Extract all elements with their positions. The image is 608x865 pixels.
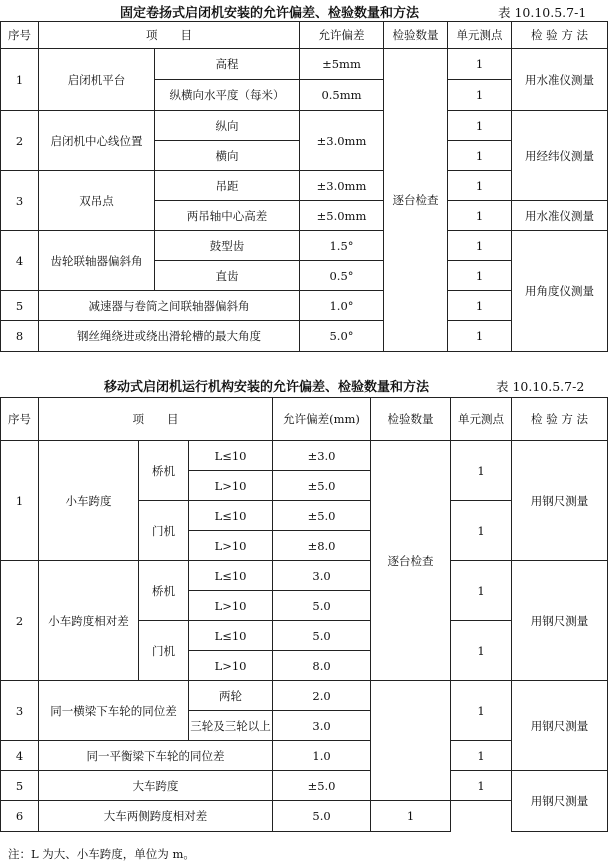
row-machine: 门机 [139, 501, 189, 561]
table1-title: 固定卷扬式启闭机安装的允许偏差、检验数量和方法 [120, 6, 420, 21]
header-tolerance: 允许偏差(mm) [273, 398, 371, 441]
row-item: 齿轮联轴器偏斜角 [39, 231, 155, 291]
row-condition: L≤10 [189, 621, 273, 651]
row-seq: 2 [1, 111, 39, 171]
table1 [0, 21, 608, 352]
row-method: 用经纬仪测量 [512, 111, 608, 201]
table2-title: 移动式启闭机运行机构安装的允许偏差、检验数量和方法 [104, 380, 430, 395]
row-condition: L>10 [189, 651, 273, 681]
row-machine: 桥机 [139, 561, 189, 621]
row-item: 减速器与卷筒之间联轴器偏斜角 [39, 291, 300, 321]
row-item: 大车跨度 [39, 771, 273, 801]
header-seq: 序号 [1, 398, 39, 441]
row-seq: 1 [1, 441, 39, 561]
row-tolerance: ±5.0 [273, 501, 371, 531]
table-row [1, 771, 608, 801]
row-points: 1 [371, 801, 451, 832]
row-method: 用钢尺测量 [512, 681, 608, 771]
header-quantity: 检验数量 [371, 398, 451, 441]
row-tolerance: 1.5° [300, 231, 384, 261]
row-method: 用水准仪测量 [512, 49, 608, 111]
row-condition: L>10 [189, 471, 273, 501]
row-points: 1 [448, 80, 512, 111]
table-row [1, 441, 608, 471]
table-header-row [1, 22, 608, 49]
row-seq: 5 [1, 291, 39, 321]
header-seq: 序号 [1, 22, 39, 49]
row-subitem: 纵向 [155, 111, 300, 141]
row-tolerance: 1.0 [273, 741, 371, 771]
row-tolerance: 0.5° [300, 261, 384, 291]
row-points: 1 [451, 561, 512, 621]
row-condition: L>10 [189, 591, 273, 621]
table-row [1, 681, 608, 711]
row-item: 钢丝绳绕进或绕出滑轮槽的最大角度 [39, 321, 300, 352]
row-tolerance: ±5mm [300, 49, 384, 80]
row-seq: 1 [1, 49, 39, 111]
row-item: 小车跨度 [39, 441, 139, 561]
row-points: 1 [448, 201, 512, 231]
row-tolerance: ±3.0 [273, 441, 371, 471]
header-quantity: 检验数量 [384, 22, 448, 49]
row-subitem: 鼓型齿 [155, 231, 300, 261]
header-item: 项 目 [39, 22, 300, 49]
row-item: 同一横梁下车轮的同位差 [39, 681, 189, 741]
row-subitem: 纵横向水平度（每米） [155, 80, 300, 111]
inspection-quantity: 逐台检查 [371, 441, 451, 681]
table-row [1, 561, 608, 591]
row-method: 用水准仪测量 [512, 201, 608, 231]
row-points: 1 [451, 681, 512, 741]
row-points: 1 [448, 231, 512, 261]
row-machine: 桥机 [139, 441, 189, 501]
row-tolerance: 3.0 [273, 561, 371, 591]
row-subitem: 横向 [155, 141, 300, 171]
row-tolerance: ±5.0 [273, 771, 371, 801]
row-condition: L≤10 [189, 561, 273, 591]
table2 [0, 397, 608, 832]
row-tolerance: 5.0 [273, 591, 371, 621]
row-points: 1 [451, 741, 512, 771]
inspection-quantity: 逐台检查 [384, 49, 448, 352]
row-tolerance: 8.0 [273, 651, 371, 681]
table2-caption [0, 374, 608, 394]
row-points: 1 [448, 111, 512, 141]
row-seq: 8 [1, 321, 39, 352]
row-tolerance: 1.0° [300, 291, 384, 321]
row-subitem: 高程 [155, 49, 300, 80]
row-points: 1 [451, 771, 512, 801]
row-method: 用钢尺测量 [512, 561, 608, 681]
header-points: 单元测点 [448, 22, 512, 49]
table-row [1, 49, 608, 80]
row-points: 1 [448, 141, 512, 171]
header-item: 项 目 [39, 398, 273, 441]
row-tolerance: ±5.0 [273, 471, 371, 501]
row-points: 1 [451, 501, 512, 561]
row-points: 1 [448, 171, 512, 201]
row-item: 大车两侧跨度相对差 [39, 801, 273, 832]
row-item: 同一平衡梁下车轮的同位差 [39, 741, 273, 771]
row-seq: 3 [1, 171, 39, 231]
row-item: 启闭机中心线位置 [39, 111, 155, 171]
header-tolerance: 允许偏差 [300, 22, 384, 49]
row-seq: 4 [1, 231, 39, 291]
table-header-row [1, 398, 608, 441]
row-points: 1 [448, 49, 512, 80]
row-tolerance: ±5.0mm [300, 201, 384, 231]
row-condition: L>10 [189, 531, 273, 561]
header-method: 检 验 方 法 [512, 398, 608, 441]
row-tolerance: 5.0 [273, 621, 371, 651]
table1-number: 表 10.10.5.7-1 [498, 5, 587, 20]
table-row [1, 111, 608, 141]
row-tolerance: 5.0 [273, 801, 371, 832]
row-tolerance: ±8.0 [273, 531, 371, 561]
table1-caption [0, 0, 608, 20]
row-subitem: 直齿 [155, 261, 300, 291]
row-method: 用角度仪测量 [512, 231, 608, 352]
row-machine: 门机 [139, 621, 189, 681]
row-tolerance: 0.5mm [300, 80, 384, 111]
row-tolerance: 2.0 [273, 681, 371, 711]
row-seq: 6 [1, 801, 39, 832]
row-seq: 4 [1, 741, 39, 771]
row-condition: L≤10 [189, 501, 273, 531]
row-points: 1 [451, 621, 512, 681]
row-condition: L≤10 [189, 441, 273, 471]
row-points: 1 [448, 291, 512, 321]
row-points: 1 [448, 261, 512, 291]
header-points: 单元测点 [451, 398, 512, 441]
row-tolerance: ±3.0mm [300, 171, 384, 201]
row-item: 双吊点 [39, 171, 155, 231]
row-seq: 5 [1, 771, 39, 801]
row-method: 用钢尺测量 [512, 441, 608, 561]
table-row [1, 231, 608, 261]
row-method: 用钢尺测量 [512, 771, 608, 832]
row-subitem: 吊距 [155, 171, 300, 201]
inspection-quantity-blank [371, 681, 451, 801]
row-points: 1 [451, 441, 512, 501]
footnote: 注：L 为大、小车跨度，单位为 m。 [8, 847, 195, 861]
table2-number: 表 10.10.5.7-2 [496, 379, 585, 394]
row-item: 启闭机平台 [39, 49, 155, 111]
row-subitem: 两吊轴中心高差 [155, 201, 300, 231]
row-tolerance: ±3.0mm [300, 111, 384, 171]
row-tolerance: 5.0° [300, 321, 384, 352]
header-method: 检 验 方 法 [512, 22, 608, 49]
row-item: 小车跨度相对差 [39, 561, 139, 681]
row-seq: 2 [1, 561, 39, 681]
row-seq: 3 [1, 681, 39, 741]
row-subitem: 三轮及三轮以上 [189, 711, 273, 741]
row-subitem: 两轮 [189, 681, 273, 711]
row-points: 1 [448, 321, 512, 352]
row-tolerance: 3.0 [273, 711, 371, 741]
